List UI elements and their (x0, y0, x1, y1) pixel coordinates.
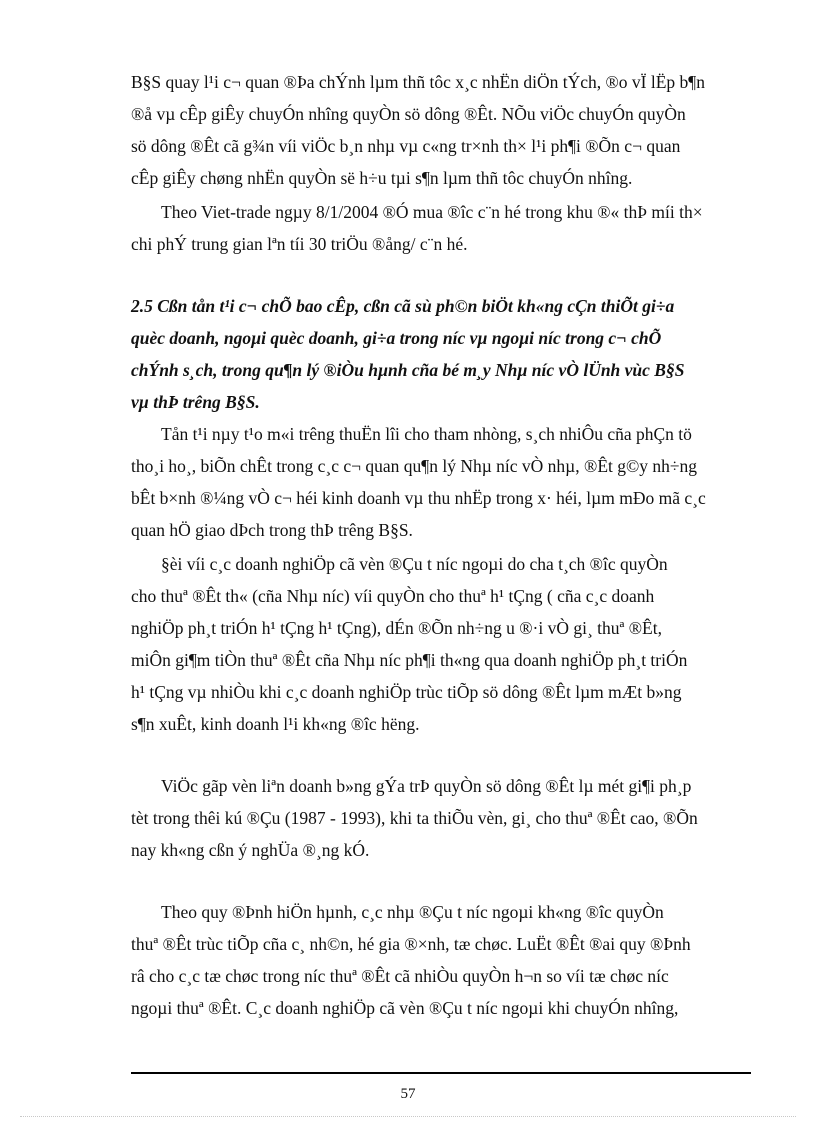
text-line: Theo quy ®Þnh hiÖn hµnh, c¸c nhµ ®Çu t níc ngoµi kh«ng ®îc quyÒn (161, 902, 664, 922)
text-line: nay kh«ng cßn ý nghÜa ®¸ng kÓ. (131, 840, 370, 860)
text-line: cÊp giÊy chøng nhËn quyÒn së h÷u tµi s¶n lµm thñ tôc chuyÓn nhîng. (131, 168, 633, 188)
paragraph-3 (131, 418, 751, 546)
text-line: ngoµi thuª ®Êt. C¸c doanh nghiÖp cã vèn ®Çu t níc ngoµi khi chuyÓn nhîng, (131, 998, 679, 1018)
text-line: nghiÖp ph¸t triÓn h¹ tÇng h¹ tÇng), dÉn ®Õn nh÷ng u ®·i vÒ gi¸ thuª ®Êt, (131, 618, 662, 638)
paragraph-1 (131, 66, 751, 194)
text-line: râ cho c¸c tæ chøc trong níc thuª ®Êt cã nhiÒu quyÒn h¬n so víi tæ chøc níc (131, 966, 669, 986)
text-line: tèt trong thêi kú ®Çu (1987 - 1993), khi ta thiÕu vèn, gi¸ cho thuª ®Êt cao, ®Õn (131, 808, 698, 828)
paragraph-2 (131, 196, 751, 260)
text-line: s¶n xuÊt, kinh doanh l¹i kh«ng ®îc hëng. (131, 714, 420, 734)
text-line: §èi víi c¸c doanh nghiÖp cã vèn ®Çu t níc ngoµi do cha t¸ch ®îc quyÒn (161, 554, 668, 574)
text-line: cho thuª ®Êt th« (cña Nhµ níc) víi quyÒn cho thuª h¹ tÇng ( cña c¸c doanh (131, 586, 655, 606)
heading-line: quèc doanh, ngoµi quèc doanh, gi÷a trong níc vµ ngoµi níc trong c¬ chÕ (131, 328, 662, 348)
paragraph-4 (131, 548, 751, 740)
text-line: thuª ®Êt trùc tiÕp cña c¸ nh©n, hé gia ®×nh, tæ chøc. LuËt ®Êt ®ai quy ®Þnh (131, 934, 691, 954)
paragraph-6 (131, 896, 751, 1024)
text-line: h¹ tÇng vµ nhiÒu khi c¸c doanh nghiÖp trùc tiÕp sö dông ®Êt lµm mÆt b»ng (131, 682, 682, 702)
footer-rule (131, 1072, 751, 1074)
text-line: Theo Viet-trade ngµy 8/1/2004 ®Ó mua ®îc c¨n hé trong khu ®« thÞ míi th× (161, 202, 703, 222)
text-line: Tån t¹i nµy t¹o m«i trêng thuËn lîi cho tham nhòng, s¸ch nhiÔu cña phÇn tö (161, 424, 692, 444)
heading-line: vµ thÞ trêng B§S. (131, 392, 260, 412)
text-line: quan hÖ giao dÞch trong thÞ trêng B§S. (131, 520, 413, 540)
heading-line: chÝnh s¸ch, trong qu¶n lý ®iÒu hµnh cña bé m¸y Nhµ níc vÒ lÜnh vùc B§S (131, 360, 685, 380)
text-line: miÔn gi¶m tiÒn thuª ®Êt cña Nhµ níc ph¶i th«ng qua doanh nghiÖp ph¸t triÓn (131, 650, 688, 670)
text-line: sö dông ®Êt cã g¾n víi viÖc b¸n nhµ vµ c«ng tr×nh th× l¹i ph¶i ®Õn c¬ quan (131, 136, 681, 156)
text-line: bÊt b×nh ®¼ng vÒ c¬ héi kinh doanh vµ thu nhËp trong x· héi, lµm mÐo mã c¸c (131, 488, 706, 508)
text-line: chi phÝ trung gian lªn tíi 30 triÖu ®ång/ c¨n hé. (131, 234, 468, 254)
text-line: ViÖc gãp vèn liªn doanh b»ng gÝa trÞ quyÒn sö dông ®Êt lµ mét gi¶i ph¸p (161, 776, 692, 796)
page-body (131, 66, 751, 1024)
text-line: ®å vµ cÊp giÊy chuyÓn nhîng quyÒn sö dông ®Êt. NÕu viÖc chuyÓn quyÒn (131, 104, 686, 124)
heading-line: 2.5 Cßn tån t¹i c¬ chÕ bao cÊp, cßn cã sù ph©n biÖt kh«ng cÇn thiÕt gi÷a (131, 296, 675, 316)
paragraph-5 (131, 770, 751, 866)
page-number: 57 (400, 1086, 416, 1102)
text-line: B§S quay l¹i c¬ quan ®Þa chÝnh lµm thñ tôc x¸c nhËn diÖn tÝch, ®o vÏ lËp b¶n (131, 72, 705, 92)
text-line: tho¸i ho¸, biÕn chÊt trong c¸c c¬ quan qu¶n lý Nhµ níc vÒ nhµ, ®Êt g©y nh÷ng (131, 456, 698, 476)
page-bottom-border (20, 1116, 796, 1117)
section-heading (131, 290, 751, 418)
